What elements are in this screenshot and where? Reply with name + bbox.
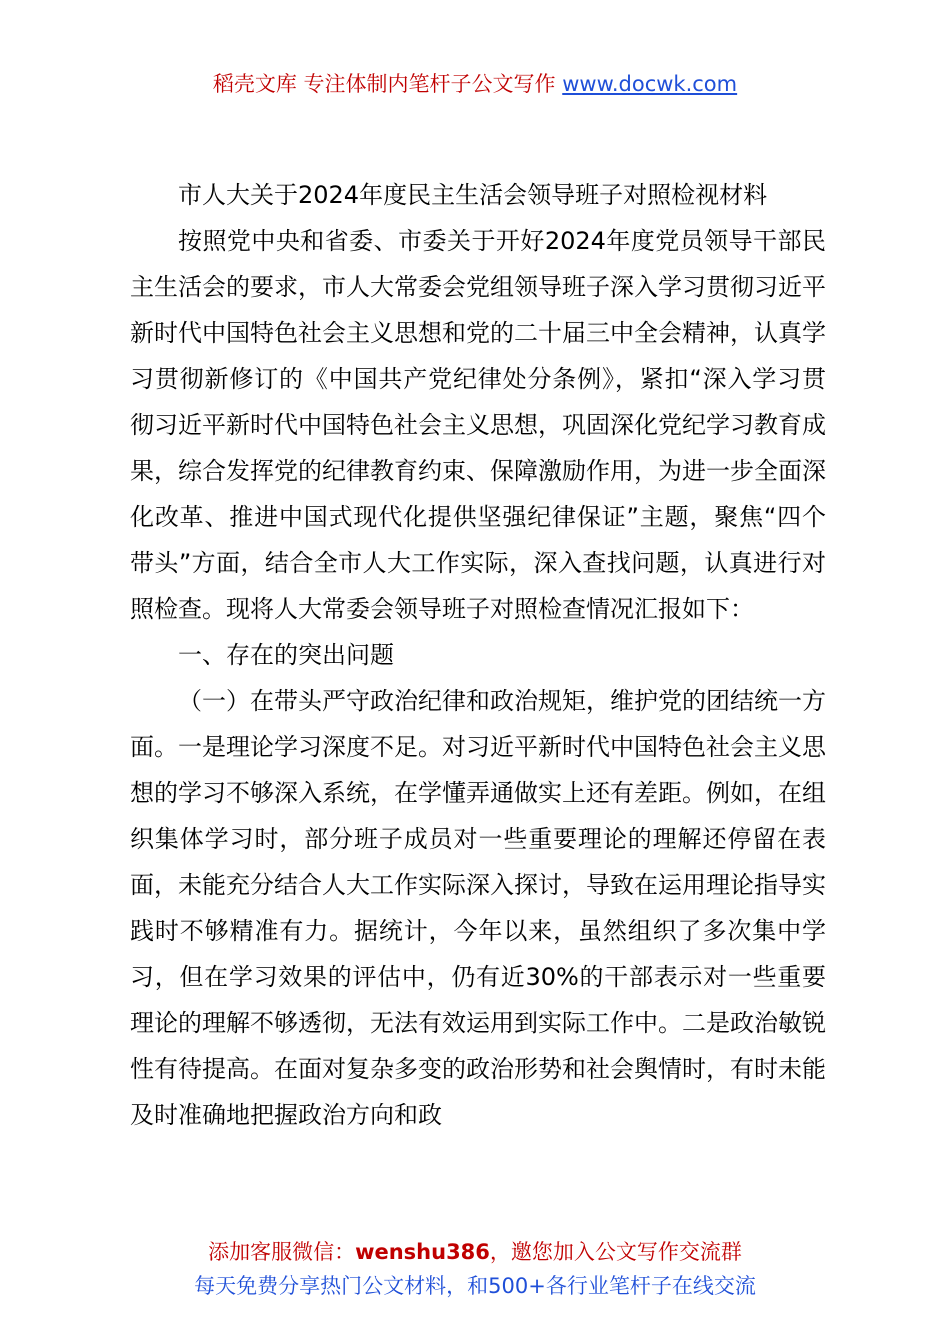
site-link[interactable]: www.docwk.com	[562, 72, 738, 96]
section-paragraph: （一）在带头严守政治纪律和政治规矩，维护党的团结统一方面。一是理论学习深度不足。对习近平新时代中国特色社会主义思想的学习不够深入系统，在学懂弄通做实上还有差距。例如，在组织集体学习时，部分班子成员对一些重要理论的理解还停留在表面，未能充分结合人大工作实际深入探讨，导致在运用理论指导实践时不够精准有力。据统计，今年以来，虽然组织了多次集中学习，但在学习效果的评估中，仍有近30%的干部表示对一些重要理论的理解不够透彻，无法有效运用到实际工作中。二是政治敏锐性有待提高。在面对复杂多变的政治形势和社会舆情时，有时未能及时准确地把握政治方向和政	[130, 687, 826, 1129]
intro-paragraph: 按照党中央和省委、市委关于开好2024年度党员领导干部民主生活会的要求，市人大常委会党组领导班子深入学习贯彻习近平新时代中国特色社会主义思想和党的二十届三中全会精神，认真学习贯彻新修订的《中国共产党纪律处分条例》，紧扣“深入学习贯彻习近平新时代中国特色社会主义思想，巩固深化党纪学习教育成果，综合发挥党的纪律教育约束、保障激励作用，为进一步全面深化改革、推进中国式现代化提供坚强纪律保证”主题，聚焦“四个带头”方面，结合全市人大工作实际，深入查找问题，认真进行对照检查。现将人大常委会领导班子对照检查情况汇报如下：	[130, 227, 826, 623]
document-title: 市人大关于2024年度民主生活会领导班子对照检视材料	[178, 181, 768, 209]
footer-wechat-line	[0, 1235, 950, 1269]
section-heading: 一、存在的突出问题	[178, 641, 394, 669]
footer-share-line: 每天免费分享热门公文材料，和500+各行业笔杆子在线交流	[194, 1274, 756, 1298]
brand-text: 稻壳文库 专注体制内笔杆子公文写作	[212, 72, 556, 96]
wechat-suffix: ，邀您加入公文写作交流群	[489, 1240, 742, 1264]
wechat-prefix: 添加客服微信：	[208, 1240, 356, 1264]
document-body	[130, 172, 826, 1138]
page-footer	[0, 1235, 950, 1303]
page-header	[0, 68, 950, 100]
wechat-id: wenshu386	[355, 1240, 490, 1264]
